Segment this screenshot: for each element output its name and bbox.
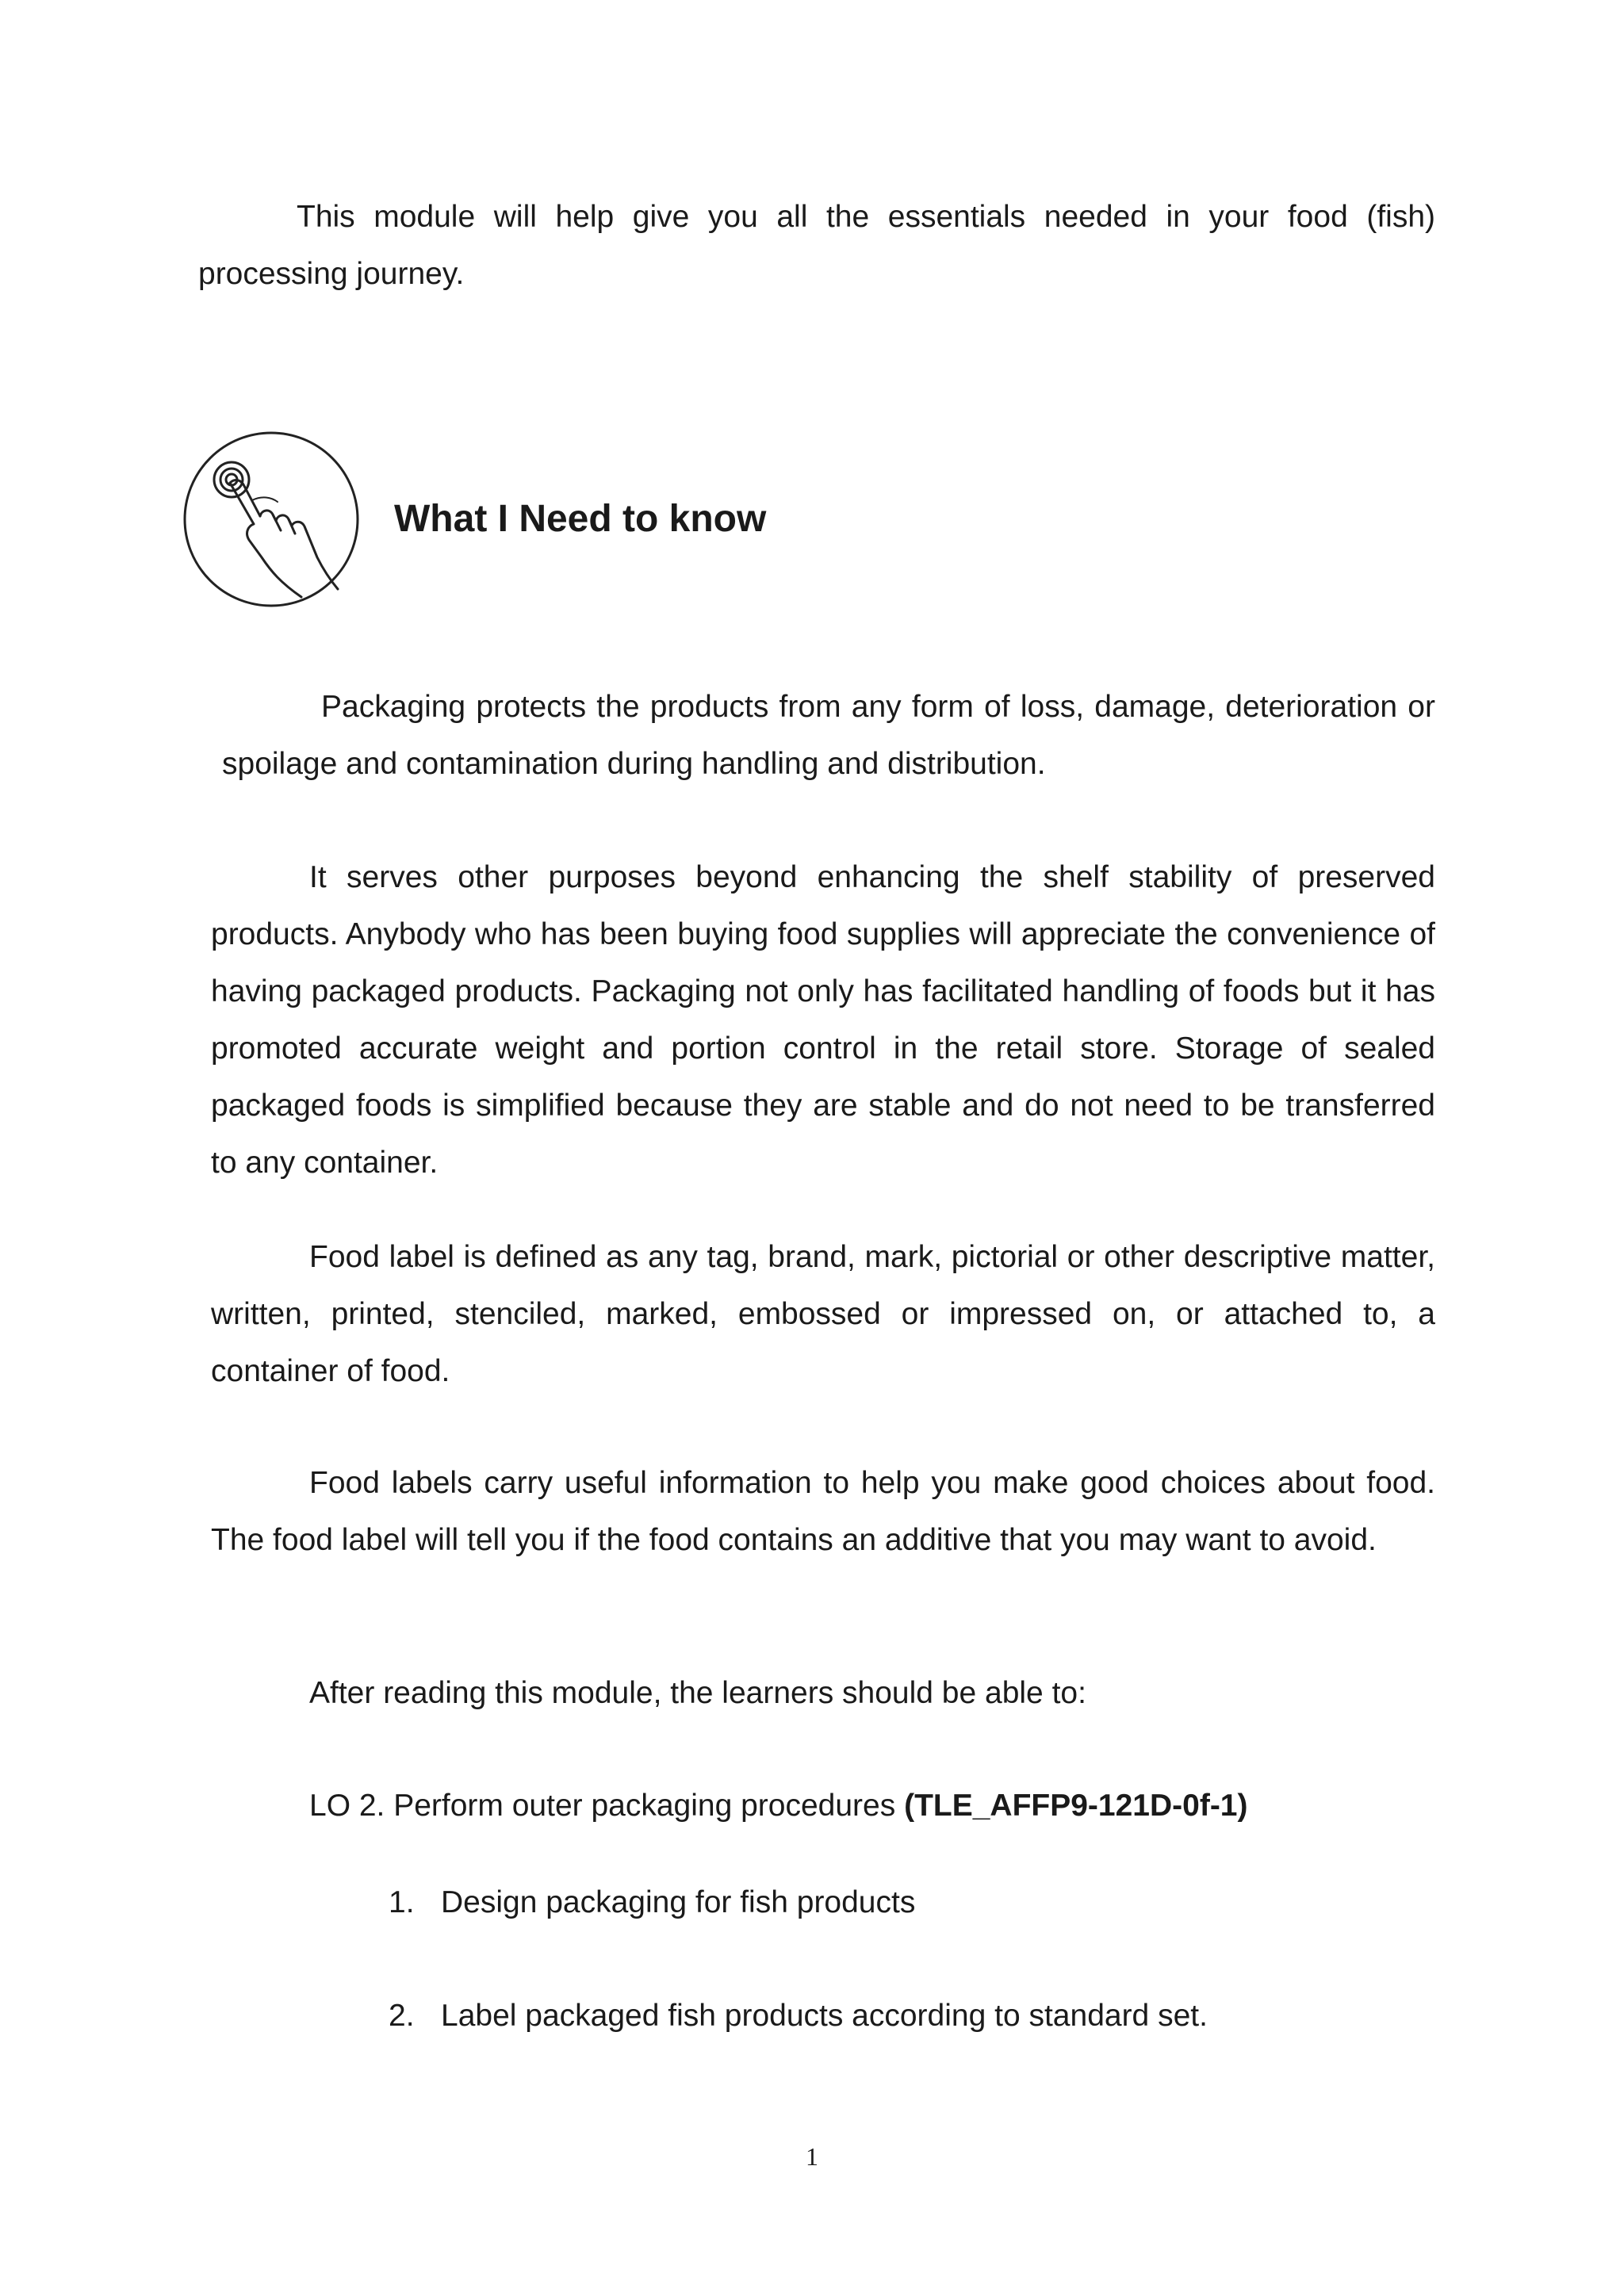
learning-outcome-code: (TLE_AFFP9-121D-0f-1) (904, 1789, 1248, 1823)
learning-outcome (309, 1777, 1247, 1835)
page-number: 1 (806, 2142, 818, 2171)
pointing-hand-icon (182, 430, 360, 608)
learning-outcome-text: LO 2. Perform outer packaging procedures (309, 1789, 905, 1823)
packaging-paragraph: Packaging protects the products from any form of loss, damage, deterioration or spoilage and contamination during handling and distribution. (222, 690, 1435, 781)
intro-paragraph: This module will help give you all the essentials needed in your food (fish) processing journey. (198, 200, 1435, 291)
objectives-lead-in: After reading this module, the learners should be able to: (309, 1676, 1086, 1710)
labels-info-paragraph: Food labels carry useful information to help you make good choices about food. The food label will tell you if the food contains an additive that you may want to avoid. (211, 1466, 1435, 1557)
label-definition-paragraph: Food label is defined as any tag, brand, mark, pictorial or other descriptive matter, written, printed, stenciled, marked, embossed or impressed on, or attached to, a container of food. (211, 1240, 1435, 1388)
section-title: What I Need to know (394, 498, 767, 540)
serves-paragraph: It serves other purposes beyond enhancing the shelf stability of preserved products. Anybody who has been buying food supplies will appreciate the convenience of having packaged products. Packaging not only has facilitated handling of foods but it has promoted accurate weight and portion control in the retail store. Storage of sealed packaged foods is simplified because they are stable and do not need to be transferred to any container. (211, 860, 1435, 1180)
list-item-text: Label packaged fish products according to standard set. (441, 1999, 1208, 2033)
list-item (389, 1988, 1208, 2045)
list-item (389, 1874, 915, 1931)
list-item-number: 1. (389, 1885, 415, 1919)
list-item-number: 2. (389, 1999, 415, 2033)
list-item-text: Design packaging for fish products (441, 1885, 916, 1919)
